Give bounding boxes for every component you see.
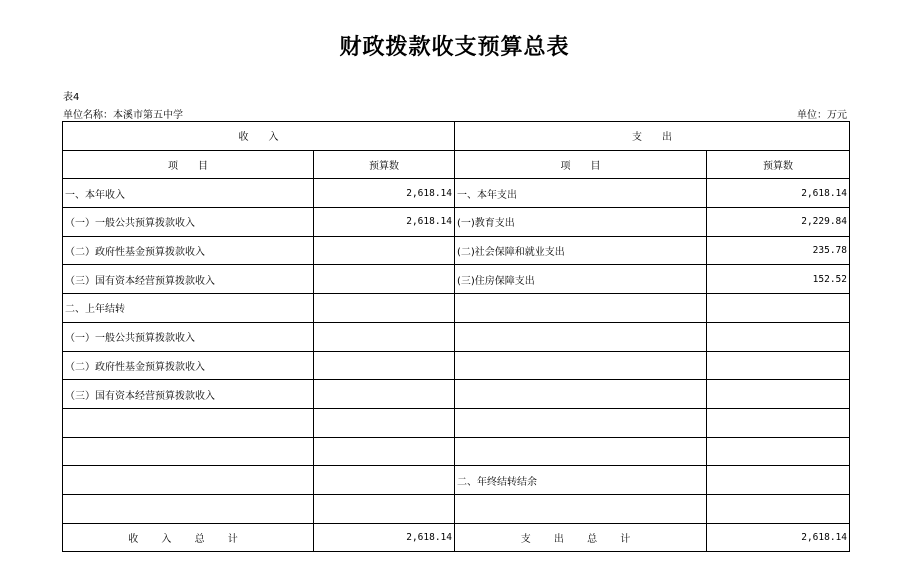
income-value-cell <box>314 294 455 323</box>
expense-section-header: 支 出 <box>455 122 850 151</box>
expense-value-cell <box>707 322 850 351</box>
income-item-cell: （二）政府性基金预算拨款收入 <box>63 236 314 265</box>
expense-budget-header: 预算数 <box>707 150 850 179</box>
expense-value-cell: 2,618.14 <box>707 179 850 208</box>
income-item-cell: （三）国有资本经营预算拨款收入 <box>63 380 314 409</box>
table-row <box>63 351 850 380</box>
expense-item-cell: (一)教育支出 <box>455 208 707 237</box>
expense-value-cell: 2,229.84 <box>707 208 850 237</box>
unit-label: 单位：万元 <box>797 110 847 121</box>
expense-item-cell <box>455 294 707 323</box>
budget-table <box>62 121 850 552</box>
expense-item-cell <box>455 351 707 380</box>
expense-value-cell <box>707 380 850 409</box>
table-row <box>63 208 850 237</box>
table-row <box>63 294 850 323</box>
expense-item-cell <box>455 437 707 466</box>
table-row <box>63 236 850 265</box>
income-value-cell <box>314 380 455 409</box>
income-value-cell <box>314 437 455 466</box>
totals-row <box>63 523 850 552</box>
income-item-cell: （二）政府性基金预算拨款收入 <box>63 351 314 380</box>
table-row <box>63 408 850 437</box>
income-value-cell: 2,618.14 <box>314 208 455 237</box>
table-code: 表4 <box>63 92 80 103</box>
income-total-value: 2,618.14 <box>314 523 455 552</box>
table-row <box>63 380 850 409</box>
income-value-cell <box>314 351 455 380</box>
expense-value-cell <box>707 494 850 523</box>
income-value-cell <box>314 466 455 495</box>
income-item-cell: （一）一般公共预算拨款收入 <box>63 322 314 351</box>
expense-value-cell: 152.52 <box>707 265 850 294</box>
expense-item-cell <box>455 380 707 409</box>
income-value-cell <box>314 322 455 351</box>
table-row <box>63 437 850 466</box>
expense-item-cell <box>455 408 707 437</box>
expense-value-cell <box>707 437 850 466</box>
expense-item-cell: (二)社会保障和就业支出 <box>455 236 707 265</box>
income-item-cell <box>63 466 314 495</box>
income-item-cell: 一、本年收入 <box>63 179 314 208</box>
income-total-label: 收 入 总 计 <box>63 523 314 552</box>
income-item-cell: 二、上年结转 <box>63 294 314 323</box>
table-row <box>63 466 850 495</box>
header-row-section <box>63 122 850 151</box>
income-item-header: 项 目 <box>63 150 314 179</box>
expense-value-cell <box>707 466 850 495</box>
income-value-cell <box>314 494 455 523</box>
income-section-header: 收 入 <box>63 122 455 151</box>
expense-total-label: 支 出 总 计 <box>455 523 707 552</box>
expense-item-cell: 二、年终结转结余 <box>455 466 707 495</box>
org-name: 单位名称：本溪市第五中学 <box>63 110 183 121</box>
expense-total-value: 2,618.14 <box>707 523 850 552</box>
expense-item-cell <box>455 322 707 351</box>
expense-value-cell <box>707 408 850 437</box>
expense-item-cell: 一、本年支出 <box>455 179 707 208</box>
income-value-cell <box>314 265 455 294</box>
income-value-cell <box>314 236 455 265</box>
income-budget-header: 预算数 <box>314 150 455 179</box>
income-item-cell <box>63 437 314 466</box>
income-item-cell <box>63 494 314 523</box>
income-value-cell: 2,618.14 <box>314 179 455 208</box>
expense-value-cell <box>707 351 850 380</box>
table-row <box>63 494 850 523</box>
table-row <box>63 265 850 294</box>
expense-value-cell: 235.78 <box>707 236 850 265</box>
table-row <box>63 322 850 351</box>
income-item-cell: （三）国有资本经营预算拨款收入 <box>63 265 314 294</box>
income-item-cell: （一）一般公共预算拨款收入 <box>63 208 314 237</box>
page-title: 财政拨款收支预算总表 <box>339 34 570 60</box>
income-value-cell <box>314 408 455 437</box>
expense-item-cell: (三)住房保障支出 <box>455 265 707 294</box>
expense-item-header: 项 目 <box>455 150 707 179</box>
expense-value-cell <box>707 294 850 323</box>
income-item-cell <box>63 408 314 437</box>
header-row-columns <box>63 150 850 179</box>
table-row <box>63 179 850 208</box>
expense-item-cell <box>455 494 707 523</box>
